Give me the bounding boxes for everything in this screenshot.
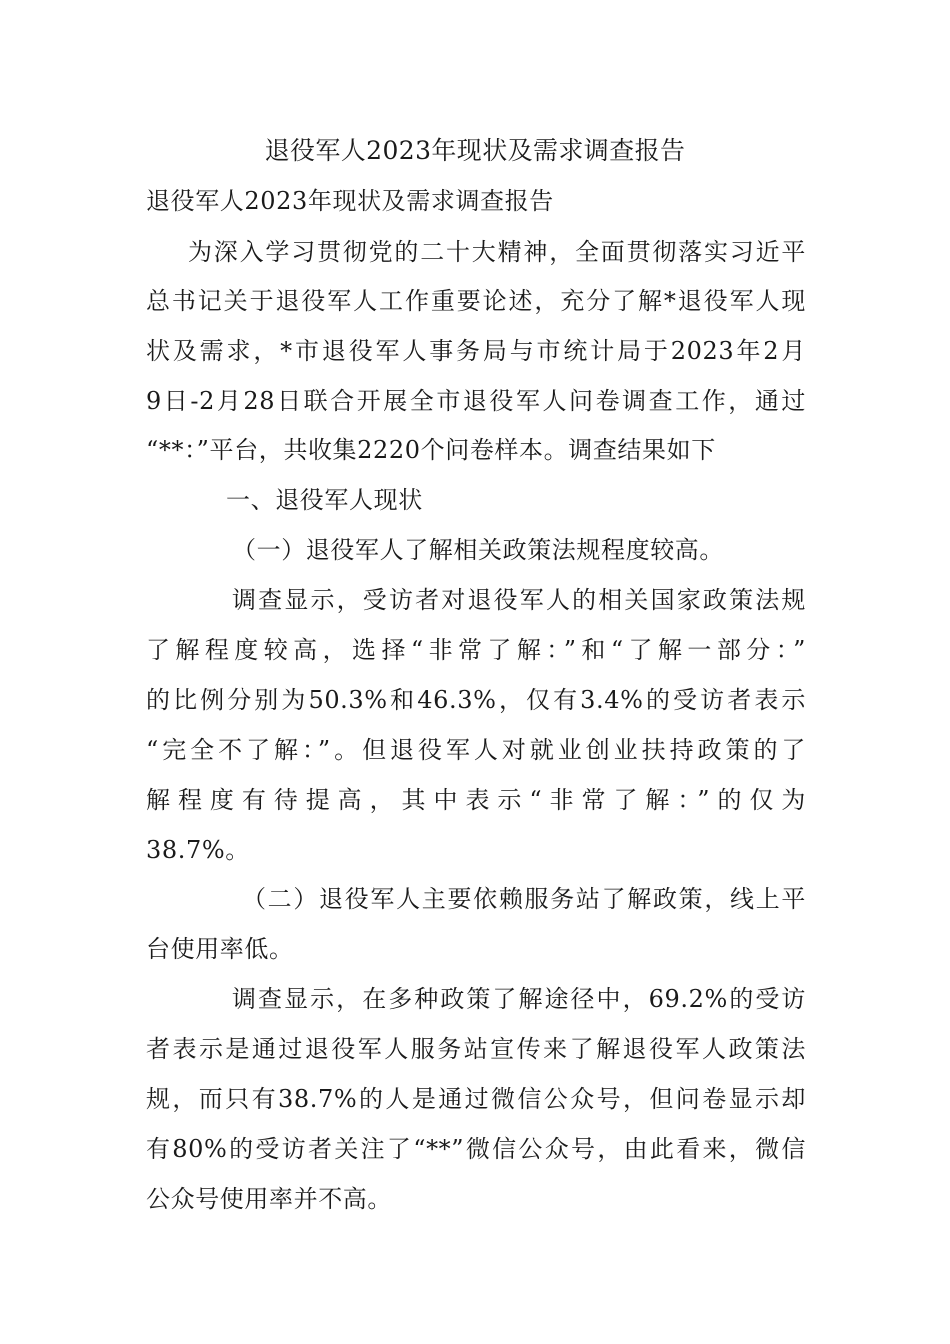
paragraph-line: 规，而只有38.7%的人是通过微信公众号，但问卷显示却 — [146, 1085, 806, 1113]
paragraph-line: 公众号使用率并不高。 — [146, 1185, 392, 1213]
intro-line: 状及需求，*市退役军人事务局与市统计局于2023年2月 — [146, 337, 806, 365]
paragraph-line: “完全不了解：”。但退役军人对就业创业扶持政策的了 — [146, 736, 806, 764]
document-title: 退役军人2023年现状及需求调查报告 — [264, 136, 686, 165]
intro-line: 为深入学习贯彻党的二十大精神，全面贯彻落实习近平 — [188, 238, 806, 266]
paragraph-line: 了解程度较高，选择“非常了解：”和“了解一部分：” — [146, 636, 806, 664]
paragraph-line: 有80%的受访者关注了“**”微信公众号，由此看来，微信 — [146, 1135, 806, 1163]
intro-line: “**：”平台，共收集2220个问卷样本。调查结果如下 — [146, 436, 716, 464]
paragraph-line: 的比例分别为50.3%和46.3%，仅有3.4%的受访者表示 — [146, 686, 806, 714]
subsection-heading: 台使用率低。 — [146, 935, 294, 963]
paragraph-line: 解程度有待提高，其中表示“非常了解：”的仅为 — [146, 786, 806, 814]
document-subtitle: 退役军人2023年现状及需求调查报告 — [146, 187, 554, 215]
paragraph-line: 调查显示，在多种政策了解途径中，69.2%的受访 — [232, 985, 806, 1013]
paragraph-line: 调查显示，受访者对退役军人的相关国家政策法规 — [232, 586, 806, 614]
intro-line: 总书记关于退役军人工作重要论述，充分了解*退役军人现 — [146, 287, 806, 315]
paragraph-line: 38.7%。 — [146, 836, 250, 864]
paragraph-line: 者表示是通过退役军人服务站宣传来了解退役军人政策法 — [146, 1035, 806, 1063]
subsection-heading: （二）退役军人主要依赖服务站了解政策，线上平 — [242, 885, 806, 913]
section-heading: 一、退役军人现状 — [226, 486, 423, 514]
intro-line: 9日-2月28日联合开展全市退役军人问卷调查工作，通过 — [146, 387, 806, 415]
subsection-heading: （一）退役军人了解相关政策法规程度较高。 — [232, 536, 724, 564]
